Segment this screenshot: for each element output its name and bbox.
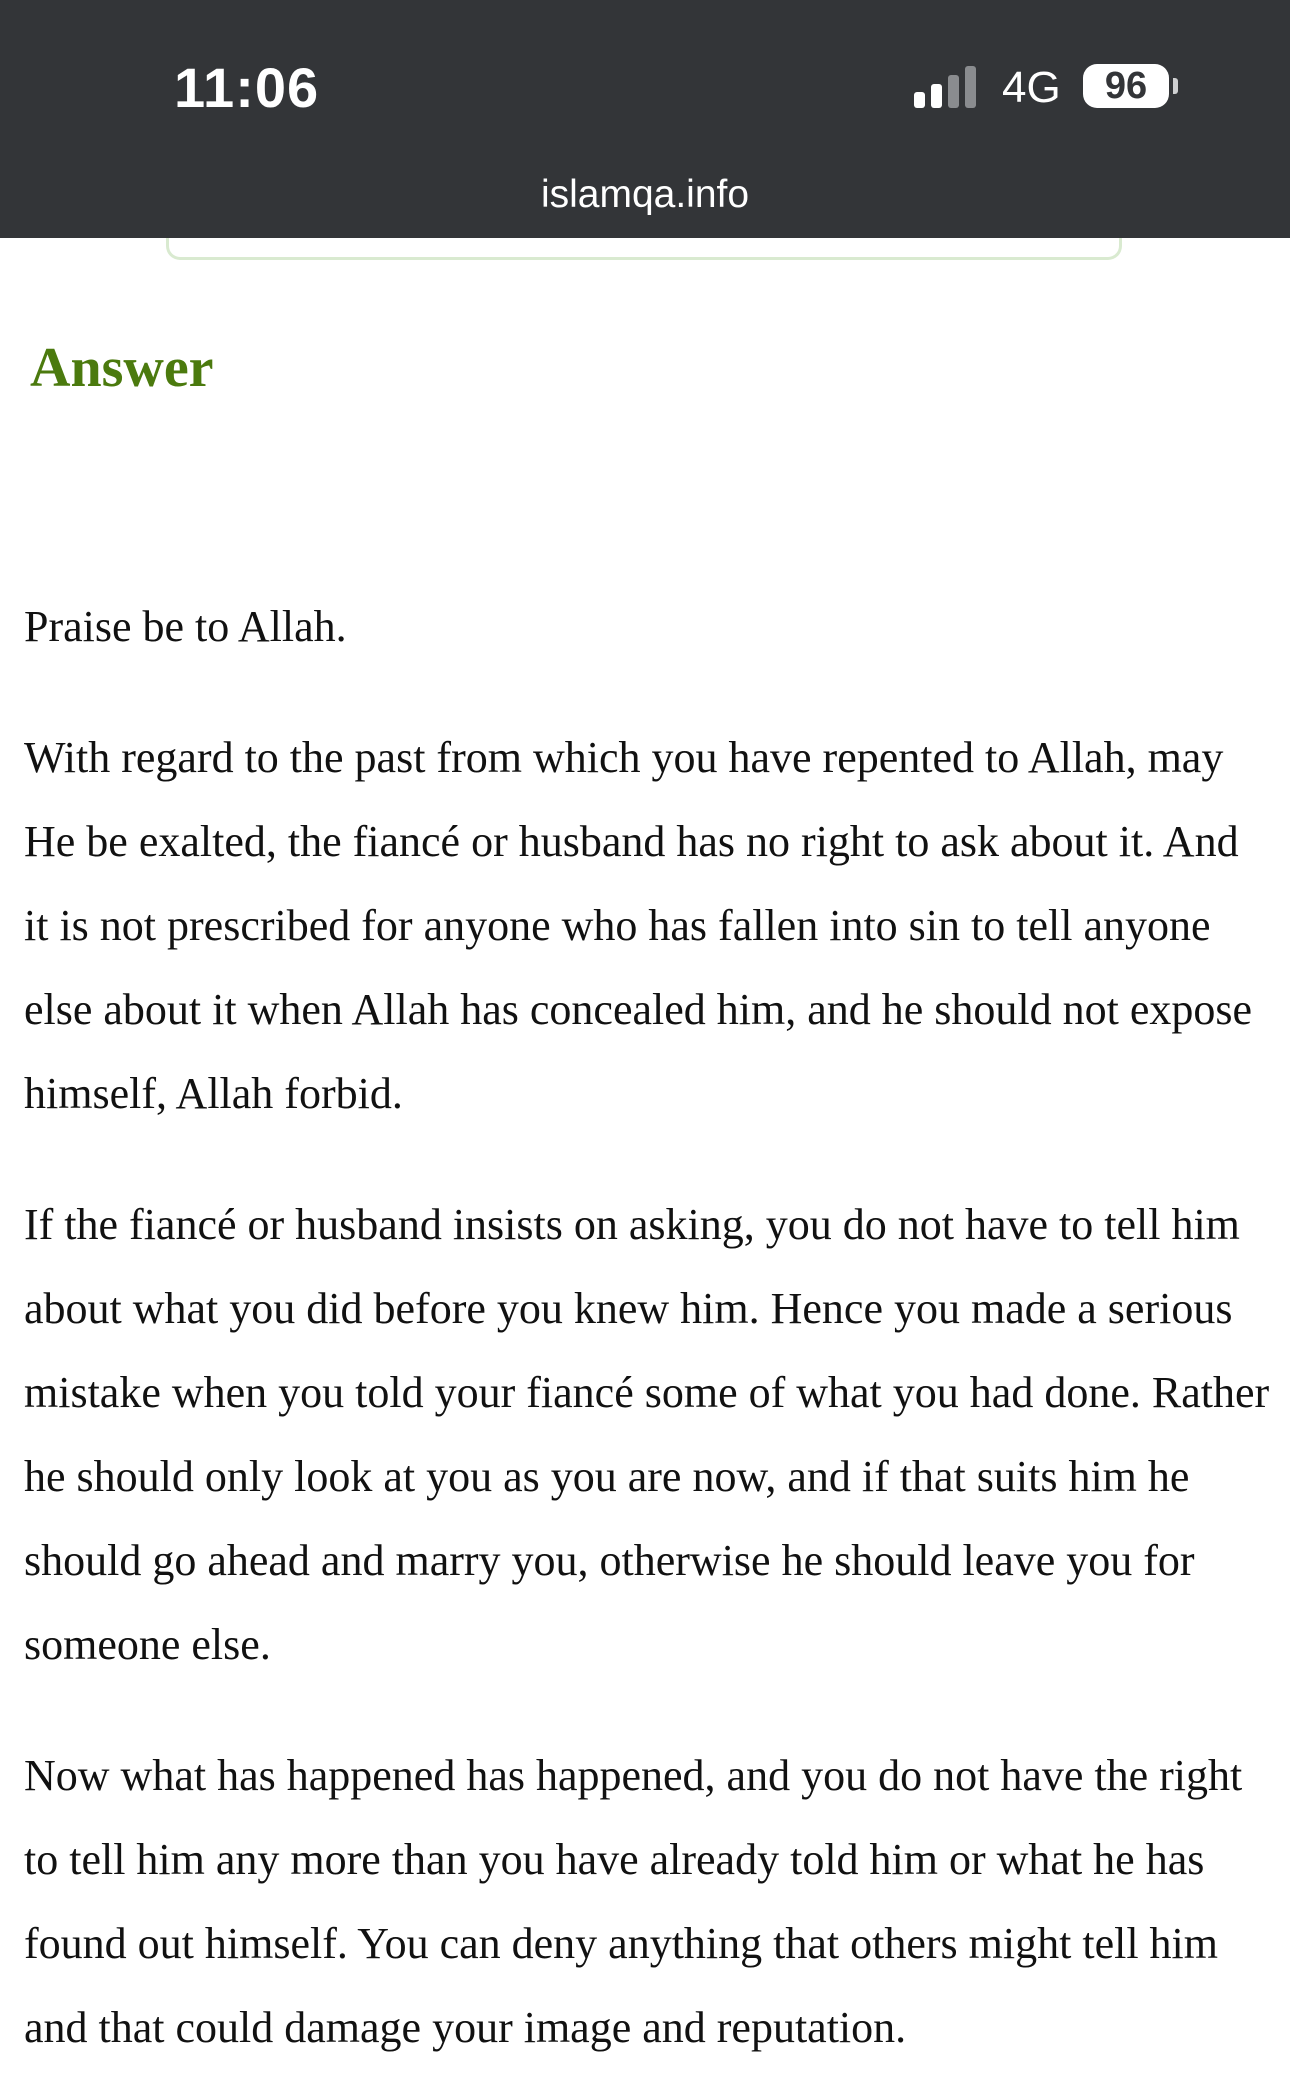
answer-paragraph: If the fiancé or husband insists on asking, you do not have to tell him about what you did before you knew him. Hence you made a serious mistake when you told your fiancé some of what you had done. Rather he should only look at you as you are now, and if that suits him he should go ahead and marry you, otherwise he should leave you for someone else. (24, 1200, 1270, 1669)
battery-tip (1173, 78, 1178, 94)
status-and-address-bar (0, 0, 1290, 238)
answer-section (24, 330, 1270, 2070)
answer-heading: Answer (30, 337, 214, 399)
battery-level: 96 (1104, 65, 1148, 107)
answer-paragraph: Praise be to Allah. (24, 602, 347, 651)
address-bar-url[interactable]: islamqa.info (540, 173, 750, 216)
answer-paragraph: Now what has happened has happened, and you do not have the right to tell him any more than you have already told him or what he has found out himself. You can deny anything that others might tell him and that could damage your image and reputation. (24, 1751, 1243, 2052)
battery-icon (1083, 64, 1169, 108)
cellular-signal-icon (914, 64, 980, 108)
status-time: 11:06 (174, 56, 320, 119)
answer-paragraph: With regard to the past from which you have repented to Allah, may He be exalted, the fiancé or husband has no right to ask about it. And it is not prescribed for anyone who has fallen into sin to tell anyone else about it when Allah has concealed him, and he should not expose himself, Allah forbid. (24, 733, 1253, 1118)
network-type: 4G (1002, 63, 1061, 112)
